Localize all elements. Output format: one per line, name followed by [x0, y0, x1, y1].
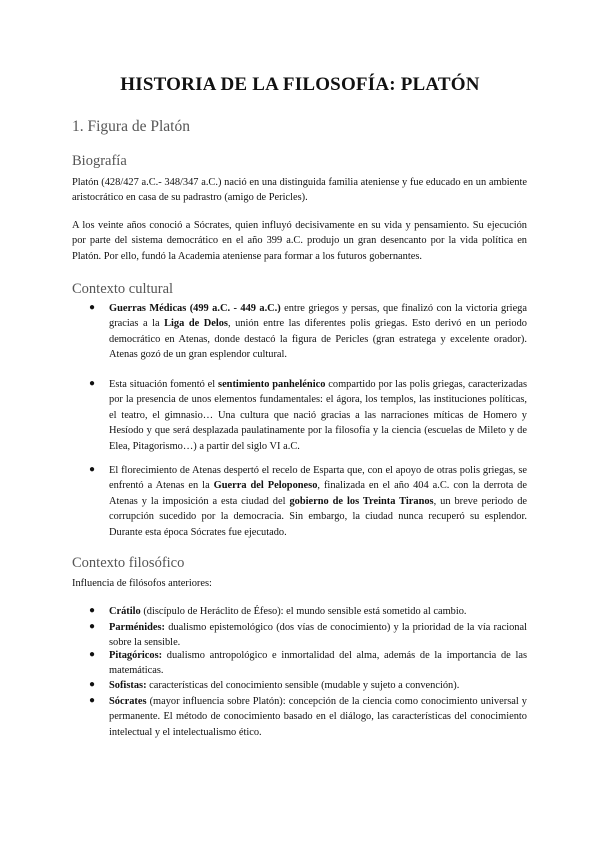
item-text: Esta situación fomentó el	[109, 379, 219, 390]
item-text: (mayor influencia sobre Platón): concepción de la ciencia como conocimiento universal y permanente. El método de conocimiento basado en el diálogo, las características del conocimiento intelectual y el intelectualismo ético.	[109, 696, 527, 738]
filosofo-item-socrates	[109, 694, 527, 740]
bullet-icon: ●	[89, 378, 96, 389]
bullet-icon: ●	[89, 464, 96, 475]
item-text: (discípulo de Heráclito de Éfeso): el mundo sensible está sometido al cambio.	[140, 606, 467, 617]
bold-text: Guerra del Peloponeso	[213, 480, 318, 492]
bold-text: Crátilo	[109, 606, 141, 617]
filosofo-item-sofistas	[109, 678, 527, 693]
bullet-icon: ●	[89, 302, 96, 313]
cultural-item-panhelenico	[109, 377, 527, 454]
bullet-icon: ●	[89, 695, 96, 706]
document-title: HISTORIA DE LA FILOSOFÍA: PLATÓN	[120, 74, 480, 95]
item-text: , unión entre las diferentes polis griegas. Esto derivó en un periodo democrático en Atenas, donde destacó la figura de Pericles (gran estratega y excelente orador). Atenas gozó de un gran esplendor cultural.	[109, 318, 527, 361]
item-text: , finalizada en el año 404 a.C. con la derrota de Atenas y la imposición a esta ciudad del	[109, 480, 527, 507]
filosofo-item-pitagoricos	[109, 648, 527, 679]
heading-biografia: Biografía	[72, 153, 127, 169]
bold-text: gobierno de los Treinta Tiranos	[289, 495, 434, 507]
bold-text: Parménides:	[109, 622, 165, 633]
bullet-icon: ●	[89, 649, 96, 660]
filosofo-item-parmenides	[109, 620, 527, 651]
item-text: características del conocimiento sensible (mudable y sujeto a convención).	[146, 680, 460, 691]
bold-text: Sócrates	[109, 696, 147, 707]
item-text: dualismo antropológico e inmortalidad del alma, además de la importancia de las matemáticas.	[109, 650, 527, 677]
item-text: compartido por las polis griegas, caracterizadas por la presencia de unos elementos fundamentales: el ágora, los templos, las instituciones políticas, el teatro, el gimnasio… Una cultura que nació gracias a las narraciones míticas de Homero y Hesíodo y que será desplazada paulatinamente por la filosofía y la ciencia (escuelas de Mileto y de Elea, Pitagorismo…) a partir del siglo VI a.C.	[109, 379, 527, 452]
biografia-paragraph-1: Platón (428/427 a.C.- 348/347 a.C.) nació en una distinguida familia ateniense y fue educado en un ambiente aristocrático en casa de su padrastro (amigo de Pericles).	[72, 177, 527, 204]
bullet-icon: ●	[89, 605, 96, 616]
item-text: El florecimiento de Atenas despertó el recelo de Esparta que, con el apoyo de otras polis griegas, se enfrentó a Atenas en la	[109, 465, 527, 492]
heading-contexto-cultural: Contexto cultural	[72, 281, 174, 297]
filosofico-intro: Influencia de filósofos anteriores:	[72, 578, 212, 589]
biografia-paragraph-2: A los veinte años conoció a Sócrates, quien influyó decisivamente en su vida y pensamiento. Su ejecución por parte del sistema democrático en el año 399 a.C. produjo un gran desencanto por la vida política en Platón. Por ello, fundó la Academia ateniense para formar a los futuros gobernantes.	[72, 220, 527, 262]
section-heading-figura: 1. Figura de Platón	[72, 118, 190, 135]
cultural-item-guerras-medicas	[109, 301, 527, 363]
bold-text: sentimiento panhelénico	[218, 379, 326, 390]
bullet-icon: ●	[89, 621, 96, 632]
bold-text: Guerras Médicas (499 a.C. - 449 a.C.)	[109, 303, 281, 314]
bullet-icon: ●	[89, 679, 96, 690]
bold-text: Liga de Delos	[164, 318, 228, 330]
item-text: , un breve periodo de corrupción sucedido por la democracia. Sin embargo, la ciudad nunca recuperó su esplendor. Durante esta época Sócrates fue ejecutado.	[109, 495, 527, 538]
bold-text: Pitagóricos:	[109, 650, 163, 661]
item-text: dualismo epistemológico (dos vías de conocimiento) y la prioridad de la vía racional sobre la sensible.	[109, 622, 527, 649]
heading-contexto-filosofico: Contexto filosófico	[72, 555, 185, 571]
filosofo-item-cratilo	[109, 604, 527, 619]
item-text: entre griegos y persas, que finalizó con la victoria griega gracias a la	[109, 303, 527, 330]
bold-text: Sofistas:	[109, 680, 147, 691]
cultural-item-peloponeso	[109, 463, 527, 540]
